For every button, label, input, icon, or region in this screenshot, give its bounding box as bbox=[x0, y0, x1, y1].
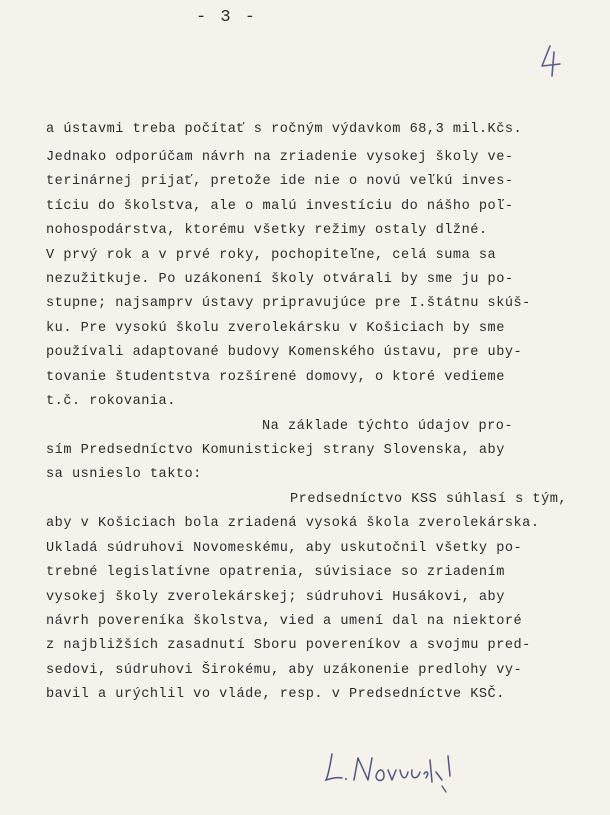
text-line: návrh povereníka školstva, vied a umení dal na niektoré bbox=[46, 614, 523, 629]
text-line: bavil a urýchlil vo vláde, resp. v Predsedníctve KSČ. bbox=[46, 687, 505, 702]
page-number: - 3 - bbox=[196, 8, 258, 27]
text-line: používali adaptované budovy Komenského ústavu, pre uby- bbox=[46, 345, 523, 360]
text-line: ku. Pre vysokú školu zverolekársku v Košiciach by sme bbox=[46, 321, 505, 336]
handwritten-page-mark bbox=[536, 44, 566, 78]
text-line: Jednako odporúčam návrh na zriadenie vysokej školy ve- bbox=[46, 150, 514, 165]
text-line: t.č. rokovania. bbox=[46, 394, 176, 409]
text-line: Predsedníctvo KSS súhlasí s tým, bbox=[290, 492, 568, 507]
text-line: sím Predsedníctvo Komunistickej strany Slovenska, aby bbox=[46, 443, 505, 458]
text-line: trebné legislatívne opatrenia, súvisiace so zriadením bbox=[46, 565, 505, 580]
text-line: tovanie študentstva rozšírené domovy, o ktoré vedieme bbox=[46, 370, 505, 385]
text-line: sedovi, súdruhovi Širokému, aby uzákonenie predlohy vy- bbox=[46, 663, 523, 678]
text-line: aby v Košiciach bola zriadená vysoká škola zverolekárska. bbox=[46, 516, 540, 531]
text-line: Na základe týchto údajov pro- bbox=[262, 419, 514, 434]
text-line: sa usnieslo takto: bbox=[46, 467, 202, 482]
text-line: Ukladá súdruhovi Novomeskému, aby uskutočnil všetky po- bbox=[46, 541, 523, 556]
text-line: vysokej školy zverolekárskej; súdruhovi Husákovi, aby bbox=[46, 590, 505, 605]
text-line: nezužitkuje. Po uzákonení školy otvárali by sme ju po- bbox=[46, 272, 514, 287]
typed-text-body bbox=[0, 112, 610, 712]
text-line: a ústavmi treba počítať s ročným výdavkom 68,3 mil.Kčs. bbox=[46, 122, 523, 137]
text-line: V prvý rok a v prvé roky, pochopiteľne, celá suma sa bbox=[46, 248, 497, 263]
text-line: stupne; najsamprv ústavy pripravujúce pre I.štátnu skúš- bbox=[46, 296, 531, 311]
text-line: nohospodárstva, ktorému všetky režimy ostaly dlžné. bbox=[46, 223, 488, 238]
text-line: z najbližších zasadnutí Sboru povereníkov a svojmu pred- bbox=[46, 638, 531, 653]
text-line: terinárnej prijať, pretože ide nie o novú veľkú inves- bbox=[46, 174, 514, 189]
handwritten-signature bbox=[322, 746, 462, 796]
text-line: tíciu do školstva, ale o malú investíciu do nášho poľ- bbox=[46, 199, 514, 214]
